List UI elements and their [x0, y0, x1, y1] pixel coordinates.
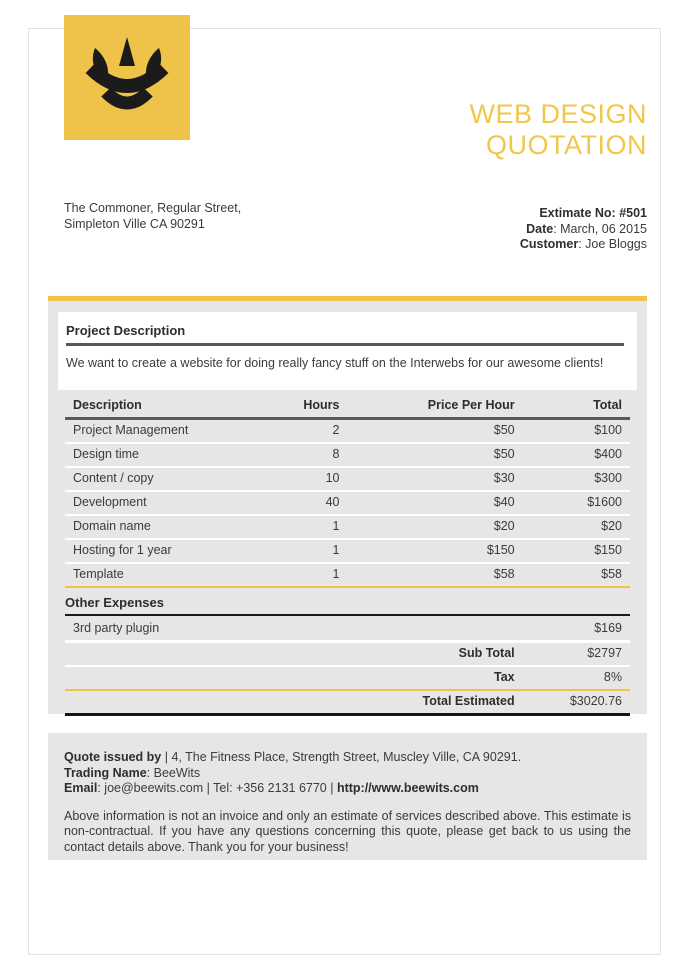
item-description: Project Management: [65, 419, 263, 444]
item-price: $50: [348, 443, 523, 467]
item-total: $100: [523, 419, 630, 444]
item-total: $58: [523, 563, 630, 587]
grand-total-label: Total Estimated: [348, 690, 523, 715]
client-address-line1: The Commoner, Regular Street,: [64, 201, 242, 215]
subtotal-label: Sub Total: [348, 642, 523, 667]
item-price: $150: [348, 539, 523, 563]
project-description-box: [58, 312, 637, 390]
table-row: [65, 515, 630, 539]
crown-bee-icon: [64, 13, 190, 143]
item-description: Domain name: [65, 515, 263, 539]
footer-panel: [48, 733, 647, 860]
item-price: $30: [348, 467, 523, 491]
expense-name: 3rd party plugin: [65, 618, 523, 642]
line-items-header-row: [65, 394, 630, 419]
col-header-description: Description: [65, 394, 263, 419]
subtotal-row: [65, 642, 630, 667]
item-hours: 10: [263, 467, 348, 491]
estimate-number: Extimate No: #501: [539, 206, 647, 220]
subtotal-value: $2797: [523, 642, 630, 667]
client-address-line2: Simpleton Ville CA 90291: [64, 217, 205, 231]
item-total: $300: [523, 467, 630, 491]
item-total: $400: [523, 443, 630, 467]
grand-total-value: $3020.76: [523, 690, 630, 715]
col-header-hours: Hours: [263, 394, 348, 419]
client-address: [64, 200, 241, 232]
col-header-price-per-hour: Price Per Hour: [348, 394, 523, 419]
company-logo: [64, 15, 190, 140]
document-title-line2: QUOTATION: [486, 130, 647, 160]
item-hours: 1: [263, 563, 348, 587]
email-and-phone: : joe@beewits.com | Tel: +356 2131 6770 |: [97, 781, 337, 795]
item-description: Template: [65, 563, 263, 587]
quote-body-panel: [48, 301, 647, 714]
contact-line: Email: joe@beewits.com | Tel: +356 2131 6770 | http://www.beewits.com: [64, 781, 479, 795]
document-title-line1: WEB DESIGN: [469, 99, 647, 129]
table-row: [65, 443, 630, 467]
tax-value: 8%: [523, 666, 630, 690]
expense-value: $169: [523, 618, 630, 642]
grand-total-row: [65, 690, 630, 715]
table-row: [65, 467, 630, 491]
estimate-meta: [347, 206, 647, 253]
table-row: [65, 491, 630, 515]
expense-row: [65, 618, 630, 642]
item-total: $20: [523, 515, 630, 539]
item-description: Development: [65, 491, 263, 515]
project-description-text: We want to create a website for doing really fancy stuff on the Interwebs for our awesome clients!: [66, 356, 604, 370]
item-hours: 1: [263, 515, 348, 539]
table-row: [65, 563, 630, 587]
item-price: $58: [348, 563, 523, 587]
document-title: [280, 99, 647, 161]
item-hours: 2: [263, 419, 348, 444]
item-price: $20: [348, 515, 523, 539]
project-description-title: Project Description: [66, 323, 624, 346]
tax-row: [65, 666, 630, 690]
estimate-date: Date: March, 06 2015: [526, 221, 647, 236]
table-row: [65, 419, 630, 444]
item-hours: 8: [263, 443, 348, 467]
col-header-total: Total: [523, 394, 630, 419]
website-url: http://www.beewits.com: [336, 781, 479, 795]
trading-name-line: Trading Name: BeeWits: [64, 765, 201, 780]
item-hours: 40: [263, 491, 348, 515]
item-description: Content / copy: [65, 467, 263, 491]
issued-by-line: Quote issued by | 4, The Fitness Place, Strength Street, Muscley Ville, CA 90291.: [64, 750, 522, 764]
disclaimer-text: Above information is not an invoice and only an estimate of services described above. This estimate is non-contractual. If you have any questions concerning this quote, please get back to us using the contact details above. Thank you for your business!: [64, 808, 631, 854]
item-hours: 1: [263, 539, 348, 563]
item-description: Hosting for 1 year: [65, 539, 263, 563]
item-price: $50: [348, 419, 523, 444]
other-expenses-title: Other Expenses: [65, 595, 630, 616]
item-description: Design time: [65, 443, 263, 467]
item-price: $40: [348, 491, 523, 515]
tax-label: Tax: [348, 666, 523, 690]
estimate-customer: Customer: Joe Bloggs: [519, 237, 647, 251]
totals-table: [65, 618, 630, 716]
table-row: [65, 539, 630, 563]
line-items-table: [65, 394, 630, 588]
item-total: $1600: [523, 491, 630, 515]
item-total: $150: [523, 539, 630, 563]
